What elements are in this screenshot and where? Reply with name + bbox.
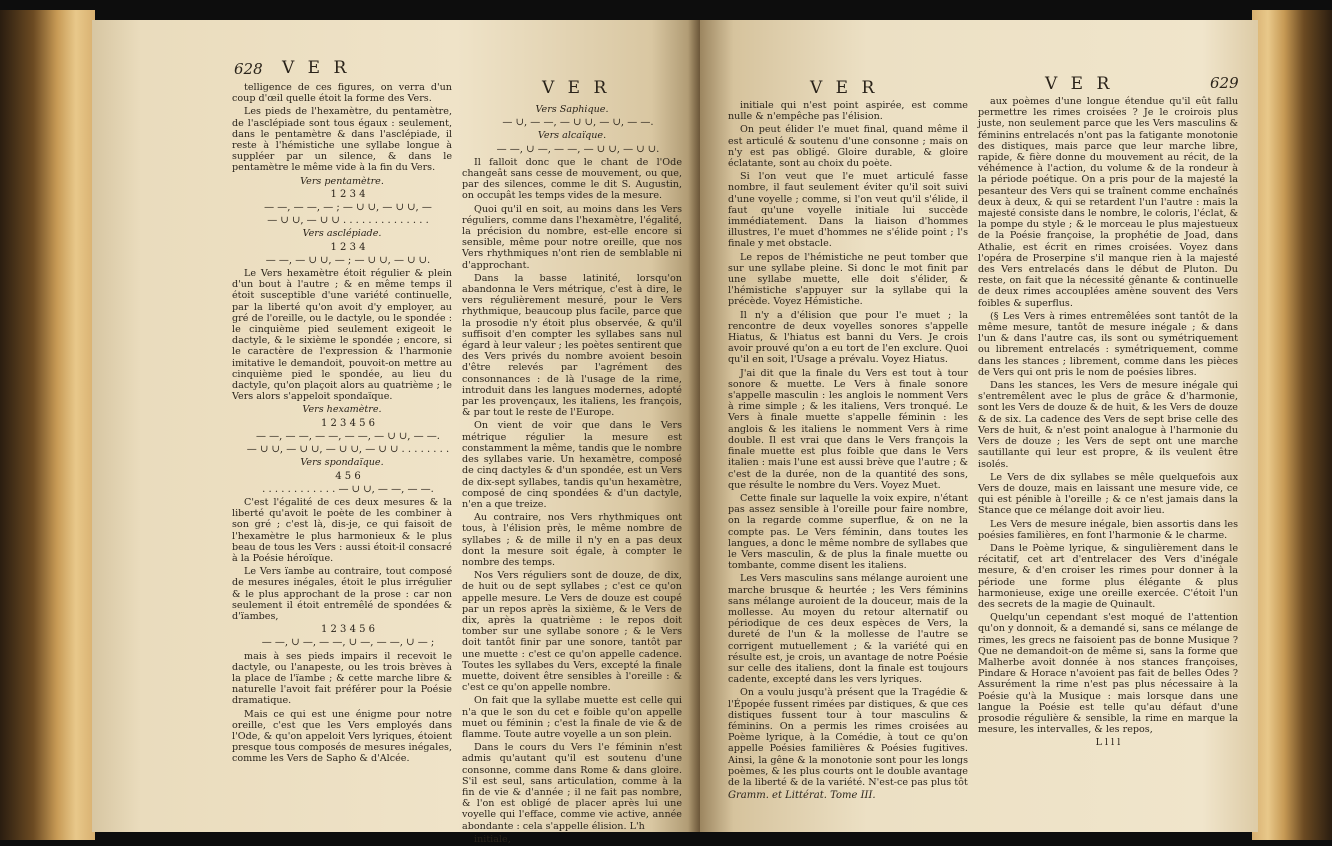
- paragraph: Les Vers masculins sans mélange auroient une marche brusque & heurtée ; les Vers féminins sans mélange auroient de la douceur, mais de la mollesse. Au moyen du retour alternatif ou périodique de ces deux espèces de Vers, la dureté de l'un & la mollesse de l'autre se corrigent mutuellement ; & la variété qui en résulte est, je crois, un avantage de notre Poésie sur celle des italiens, dont la finale est toujours cadente, excepté dans les vers lyriques.: [728, 573, 968, 686]
- paragraph: Nos Vers réguliers sont de douze, de dix, de huit ou de sept syllabes ; c'est ce qu'on appelle mesure. Le Vers de douze est coupé par un repos après la sixième, & le Vers de dix, après la quatrième : le repos doit tomber sur une syllabe sonore ; & le Vers doit tantôt finir par une sonore, tantôt par une muette : c'est ce qu'on appelle cadence. Toutes les syllabes du Vers, excepté la finale muette, doivent être sensibles à l'oreille : & c'est ce qu'on appelle nombre.: [462, 570, 682, 694]
- paragraph: Les Vers de mesure inégale, bien assortis dans les poésies familières, en font l'harmonie & le charme.: [978, 518, 1238, 541]
- paragraph: Vers spondaïque.: [300, 457, 384, 469]
- running-head-right-col1: V E R: [810, 78, 879, 98]
- paragraph: Le Vers hexamètre étoit régulier & plein d'un bout à l'autre ; & en même temps il étoit susceptible d'une variété continuelle, par la liberté qu'on avoit d'y employer, au gré de l'oreille, ou le dactyle, ou le spondée : le cinquième pied seulement exigeoit le dactyle, & le sixième le spondée ; encore, si le caractère de l'expression & l'harmonie imitative le demandoit, pouvoit-on mettre au cinquième pied le spondée, au lieu du dactyle, qu'on plaçoit alors au quatrième ; le Vers alors s'appeloit spondaïque.: [232, 268, 452, 403]
- paragraph: Au contraire, nos Vers rhythmiques ont tous, à l'élision près, le même nombre de syllabes ; & de mille il n'y en a pas deux dont la mesure soit égale, à compter le nombre des temps.: [462, 512, 682, 568]
- right-column-1: [728, 100, 968, 812]
- left-column-2: [462, 104, 682, 845]
- paragraph: C'est l'égalité de ces deux mesures & la liberté qu'avoit le poète de les combiner à son gré ; c'est là, dis-je, ce qui faisoit de l'hexamètre le plus harmonieux & le plus beau de tous les Vers : aussi étoit-il consacré à la Poésie héroïque.: [232, 496, 452, 564]
- paragraph: Il n'y a d'élision que pour l'e muet ; la rencontre de deux voyelles sonores s'appelle Hiatus, & l'hiatus est banni du Vers. Je crois avoir prouvé qu'on a eu tort de l'en exclure. Quoi qu'il en soit, l'Usage a prévalu. Voyez Hiatus.: [728, 309, 968, 366]
- paragraph: mais à ses pieds impairs il recevoit le dactyle, ou l'anapeste, ou les trois brèves à la place de l'ïambe ; & cette marche libre & naturelle l'avoit fait préférer pour la Poésie dramatique.: [232, 650, 452, 707]
- paragraph: 1 2 3 4: [330, 188, 366, 200]
- paragraph: Dans la basse latinité, lorsqu'on abandonna le Vers métrique, c'est à dire, le vers régulièrement mesuré, pour le Vers rhythmique, beaucoup plus facile, parce que la prosodie n'y étoit plus observée, & qu'il suffisoit d'en compter les syllabes sans nul égard à leur valeur ; les poètes sentirent que des Vers privés du nombre avoient besoin d'être relevés par l'agrément des consonnances : de là l'usage de la rime, introduit dans les langues modernes, adopté par les provençaux, les italiens, les françois, & par tout le reste de l'Europe.: [462, 272, 682, 419]
- paragraph: L l l l: [1095, 737, 1121, 749]
- paragraph: Vers asclépiade.: [302, 228, 382, 240]
- left-page-edges: [0, 10, 95, 840]
- paragraph: — ∪ ∪, — ∪ ∪ . . . . . . . . . . . . . .: [267, 215, 429, 227]
- paragraph: Le Vers de dix syllabes se mêle quelquefois aux Vers de douze, mais en laissant une mesure vide, ce qui est pénible à l'oreille ; & ce n'est jamais dans la Stance que ce mélange doit avoir lieu.: [978, 471, 1238, 517]
- paragraph: — —, — —, — ; — ∪ ∪, — ∪ ∪, —: [264, 202, 432, 214]
- right-column-2: [978, 96, 1238, 812]
- paragraph: On a voulu jusqu'à présent que la Tragédie & l'Épopée fussent rimées par distiques, & que ces distiques fussent tour à tour masculins & féminins. On a permis les rimes croisées au Poème lyrique, à la Comédie, à tout ce qu'on appelle Poésies familières & Poésies fugitives. Ainsi, la gêne & la monotonie sont pour les longs poèmes, & les plus courts ont le double avantage de la liberté & de la variété. N'est-ce pas plus tôt: [728, 687, 968, 788]
- paragraph: Le Vers ïambe au contraire, tout composé de mesures inégales, étoit le plus irrégulier & le plus approchant de la prose : car non seulement il étoit entremêlé de spondées & d'ïambes,: [232, 566, 452, 622]
- paragraph: Si l'on veut que l'e muet articulé fasse nombre, il faut seulement éviter qu'il soit suivi d'une voyelle ; comme, si l'on veut qu'il s'élide, il faut qu'une voyelle initiale lui succède immédiatement. Dans la liaison d'hommes illustres, l'e muet d'hommes ne s'élide point ; l's finale y met obstacle.: [728, 171, 968, 250]
- paragraph: — —, ∪ —, — —, — ∪ ∪, — ∪ ∪.: [496, 143, 660, 155]
- paragraph: Vers alcaïque.: [537, 130, 607, 142]
- page-number-right: 629: [1210, 74, 1239, 92]
- paragraph: Les pieds de l'hexamètre, du pentamètre, de l'asclépiade sont tous égaux : seulement, dans le pentamètre & dans l'asclépiade, il reste à l'hémistiche une syllabe longue à suppléer par un silence, & dans le pentamètre le même vide à la fin du Vers.: [232, 106, 452, 174]
- paragraph: On fait que la syllabe muette est celle qui n'a que le son du cet e foible qu'on appelle muet ou féminin ; c'est la finale de vie & de flamme. Toute autre voyelle a un son plein.: [462, 695, 682, 740]
- paragraph: Il falloit donc que le chant de l'Ode changeât sans cesse de mouvement, ou que, par des silences, comme le dit S. Augustin, on occupât les temps vides de la mesure.: [462, 156, 682, 202]
- paragraph: initiale,: [474, 833, 511, 845]
- paragraph: On peut élider l'e muet final, quand même il est articulé & soutenu d'une consonne ; mais on n'y est pas obligé. Gloire durable, & gloire éclatante, sont au choix du poète.: [728, 124, 968, 170]
- paragraph: telligence de ces figures, on verra d'un coup d'œil quelle étoit la forme des Vers.: [232, 82, 452, 105]
- paragraph: On vient de voir que dans le Vers métrique régulier la mesure est constamment la même, tandis que le nombre des syllabes varie. Un hexamètre, composé de cinq dactyles & d'un spondée, est un Vers de dix-sept syllabes, tandis qu'un hexamètre, composé de cinq spondées & d'un dactyle, n'en a que treize.: [462, 420, 682, 510]
- paragraph: — —, — —, — —, — —, — ∪ ∪, — —.: [256, 430, 440, 442]
- right-page: [700, 20, 1258, 832]
- paragraph: 1 2 3 4 5 6: [320, 417, 376, 429]
- paragraph: (§ Les Vers à rimes entremêlées sont tantôt de la même mesure, tantôt de mesure inégale ; & dans l'un & dans l'autre cas, ils sont ou symétriquement ou librement entrelacés : symétriquement, comme dans les stances ; librement, comme dans les pièces de Vers qui ont pris le nom de poésies libres.: [978, 310, 1238, 378]
- paragraph: Mais ce qui est une énigme pour notre oreille, c'est que les Vers employés dans l'Ode, & qu'on appeloit Vers lyriques, étoient presque tous composés de mesures inégales, comme les Vers de Sapho & d'Alcée.: [232, 708, 452, 765]
- paragraph: 1 2 3 4: [330, 241, 366, 253]
- running-head-left-col2: V E R: [542, 78, 611, 98]
- paragraph: — —, — ∪ ∪, — ; — ∪ ∪, — ∪ ∪.: [265, 254, 431, 266]
- paragraph: aux poèmes d'une longue étendue qu'il eût fallu permettre les rimes croisées ? Je le croirois plus juste, non seulement parce que les Vers masculins & féminins entrelacés n'ont pas la fatigante monotonie des distiques, mais parce que leur marche libre, rapide, & fière donne du mouvement au récit, de la véhémence à l'action, du volume & de la rondeur à la période poétique. On a pris pour de la majesté la pesanteur des Vers qui se traînent comme enchaînés deux à deux, & qui se retardent l'un l'autre : mais la majesté consiste dans le nombre, le coloris, l'éclat, & la pompe du style ; & le morceau le plus majestueux de la Poésie françoise, la prophétie de Joad, dans Athalie, est écrit en rimes croisées. Voyez dans l'opéra de Proserpine s'il manque rien à la majesté des Vers entrelacés dans le début de Pluton. Du reste, on fait que la nécessité gênante & continuelle de deux rimes accouplées amène souvent des Vers foibles & superflus.: [978, 96, 1238, 309]
- paragraph: Gramm. et Littérat. Tome III.: [728, 790, 876, 802]
- page-number-left: 628: [234, 60, 263, 78]
- paragraph: Vers Saphique.: [535, 104, 609, 115]
- paragraph: Dans les stances, les Vers de mesure inégale qui s'entremêlent avec le plus de grâce & d'harmonie, sont les Vers de douze & de huit, & les Vers de douze & de six. La cadence des Vers de sept brise celle des Vers de huit, & n'est point analogue à l'harmonie du Vers de douze ; les Vers de sept ont une marche sautillante qui leur est propre, & ils veulent être isolés.: [978, 380, 1238, 470]
- paragraph: Quelqu'un cependant s'est moqué de l'attention qu'on y donnoit, & a demandé si, sans ce mélange de rimes, les grecs ne faisoient pas de bonne Musique ? Que ne demandoit-on de même si, sans la forme que Malherbe avoit donnée à nos stances françoises, Pindare & Horace n'avoient pas fait de belles Odes ? Assurément la rime n'est pas plus nécessaire à la Poésie qu'à la Musique : mais lorsque dans une langue la Poésie est telle qu'au défaut d'une prosodie régulière & sensible, la rime en marque la mesure, les intervalles, & les repos,: [978, 612, 1238, 736]
- left-column-1: [232, 82, 452, 818]
- paragraph: — —, ∪ —, — —, ∪ —, — —, ∪ — ;: [261, 637, 435, 649]
- paragraph: Vers pentamètre.: [300, 175, 384, 187]
- right-page-edges: [1252, 10, 1332, 840]
- paragraph: . . . . . . . . . . . . — ∪ ∪, — —, — —.: [262, 483, 434, 495]
- left-page: [92, 20, 700, 845]
- paragraph: initiale qui n'est point aspirée, est comme nulle & n'empêche pas l'élision.: [728, 100, 968, 123]
- paragraph: Le repos de l'hémistiche ne peut tomber que sur une syllabe pleine. Si donc le mot finit par une syllabe muette, elle doit s'élider, & l'hémistiche s'appuyer sur la syllabe qui la précède. Voyez Hémistiche.: [728, 251, 968, 308]
- paragraph: — ∪ ∪, — ∪ ∪, — ∪ ∪, — ∪ ∪ . . . . . . . .: [246, 444, 450, 456]
- paragraph: Quoi qu'il en soit, au moins dans les Vers réguliers, comme dans l'hexamètre, l'égalité, la précision du nombre, est-elle encore si sensible, même pour notre oreille, que nos Vers rhythmiques n'ont rien de semblable ni d'approchant.: [462, 203, 682, 271]
- paragraph: Dans le Poème lyrique, & singulièrement dans le récitatif, cet art d'entrelacer des Vers d'inégale mesure, & d'en croiser les rimes pour donner à la période une forme plus élégante & plus harmonieuse, exige une oreille exercée. C'étoit l'un des secrets de la magie de Quinault.: [978, 542, 1238, 610]
- paragraph: — ∪, — —, — ∪ ∪, — ∪, — —.: [502, 117, 654, 129]
- paragraph: 4 5 6: [335, 470, 361, 482]
- paragraph: Vers hexamètre.: [302, 404, 382, 416]
- paragraph: Cette finale sur laquelle la voix expire, n'étant pas assez sensible à l'oreille pour faire nombre, on la regarde comme superflue, & on ne la compte pas. Le Vers féminin, dans toutes les langues, a donc le même nombre de syllabes que le Vers masculin, & de plus la finale muette ou tombante, comme disent les italiens.: [728, 492, 968, 572]
- running-head-right-col2: V E R: [1045, 74, 1114, 94]
- paragraph: J'ai dit que la finale du Vers est tout à tour sonore & muette. Le Vers à finale sonore s'appelle masculin : les anglois le nomment Vers à rime simple ; & les italiens, Vers tronqué. Le Vers à finale muette s'appelle féminin : les anglois & les italiens le nomment Vers à rime double. Il est vrai que dans le Vers françois la finale muette est plus foible que dans le Vers italien : mais l'une est aussi brève que l'autre ; & c'est de la durée, non de la quantité des sons, que résulte le nombre du Vers. Voyez Muet.: [728, 367, 968, 491]
- running-head-left-col1: V E R: [282, 58, 351, 78]
- paragraph: Dans le cours du Vers l'e féminin n'est admis qu'autant qu'il est soutenu d'une consonne, comme dans Rome & dans gloire. S'il est seul, sans articulation, comme à la fin de vie & d'année ; il ne fait pas nombre, & l'on est obligé de placer après lui une voyelle qui l'efface, comme vie active, année abondante : cela s'appelle élision. L'h: [462, 742, 682, 832]
- paragraph: 1 2 3 4 5 6: [320, 624, 376, 636]
